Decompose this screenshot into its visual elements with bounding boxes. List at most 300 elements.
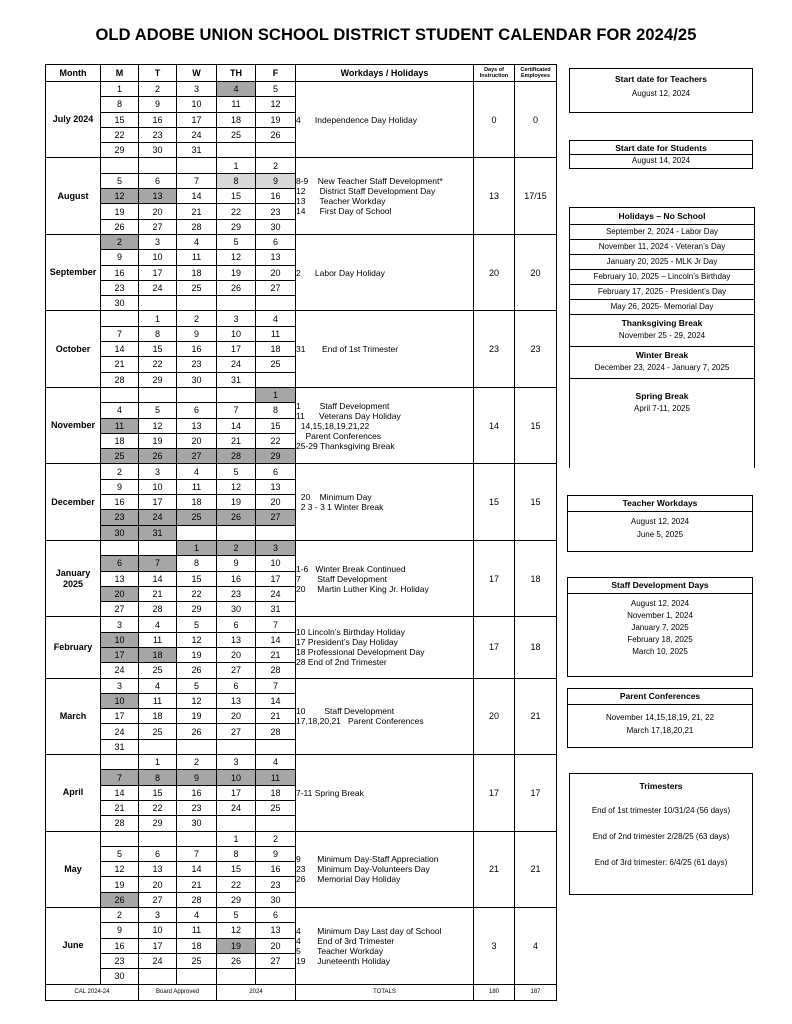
holiday-line: Parent Conferences	[296, 430, 382, 441]
list-item: November 14,15,18,19, 21, 22	[605, 713, 715, 722]
day-cell: 27	[217, 724, 256, 739]
days-of-instruction: 23	[474, 311, 515, 387]
day-cell: 15	[139, 342, 177, 357]
day-cell: 27	[256, 953, 296, 968]
day-cell: 23	[256, 204, 296, 219]
day-cell: 20	[101, 586, 139, 601]
day-cell: 21	[101, 357, 139, 372]
day-cell: 25	[177, 280, 217, 295]
day-cell: 23	[101, 510, 139, 525]
day-cell: 31	[217, 372, 256, 387]
day-cell: 4	[256, 755, 296, 770]
trimesters-box	[569, 773, 753, 895]
day-cell: 1	[256, 387, 296, 402]
holiday-line: 18 Professional Development Day	[296, 647, 425, 658]
certificated-employees: 18	[515, 617, 557, 678]
staff-development-list	[568, 594, 752, 657]
day-cell: 5	[101, 173, 139, 188]
holidays-list	[570, 225, 754, 315]
day-cell: 27	[139, 892, 177, 907]
week-row	[46, 908, 557, 923]
day-cell: 26	[177, 663, 217, 678]
day-cell: 19	[177, 709, 217, 724]
workdays-holidays-cell	[296, 464, 474, 540]
day-cell	[177, 969, 217, 984]
day-cell: 6	[217, 678, 256, 693]
footer-totals: TOTALS	[296, 984, 474, 1000]
holiday-line: 12 District Staff Development Day	[296, 186, 436, 197]
day-cell: 10	[139, 923, 177, 938]
day-cell: 9	[101, 250, 139, 265]
day-cell: 7	[177, 846, 217, 861]
month-name: September	[46, 234, 101, 310]
day-cell: 5	[177, 617, 217, 632]
day-cell	[217, 143, 256, 158]
holiday-line: 23 Minimum Day-Volunteers Day	[296, 864, 430, 875]
day-cell: 5	[139, 403, 177, 418]
day-cell	[101, 158, 139, 173]
day-cell: 17	[177, 112, 217, 127]
day-cell: 17	[139, 265, 177, 280]
day-cell: 3	[217, 311, 256, 326]
day-cell: 4	[217, 82, 256, 97]
day-cell	[101, 755, 139, 770]
day-cell: 5	[177, 678, 217, 693]
staff-development-box	[567, 577, 753, 677]
workdays-holidays-cell	[296, 540, 474, 616]
header-t: T	[139, 65, 177, 82]
day-cell: 7	[177, 173, 217, 188]
week-row	[46, 82, 557, 97]
day-cell: 15	[101, 112, 139, 127]
day-cell: 2	[101, 464, 139, 479]
list-item: May 26, 2025- Memorial Day	[570, 300, 754, 315]
day-cell: 2	[256, 831, 296, 846]
workdays-holidays-cell	[296, 678, 474, 754]
day-cell: 4	[256, 311, 296, 326]
teacher-workdays-box	[567, 495, 753, 552]
day-cell: 8	[139, 770, 177, 785]
day-cell: 16	[139, 112, 177, 127]
day-cell: 25	[139, 724, 177, 739]
day-cell: 16	[177, 342, 217, 357]
day-cell: 9	[256, 846, 296, 861]
spring-title: Spring Break	[635, 391, 689, 401]
day-cell: 11	[139, 693, 177, 708]
day-cell: 12	[217, 479, 256, 494]
day-cell: 1	[139, 311, 177, 326]
day-cell: 27	[139, 219, 177, 234]
day-cell: 27	[256, 280, 296, 295]
list-item: November 1, 2024	[627, 610, 693, 620]
day-cell	[256, 143, 296, 158]
day-cell: 24	[139, 953, 177, 968]
day-cell: 27	[217, 663, 256, 678]
day-cell: 24	[101, 663, 139, 678]
day-cell: 15	[139, 785, 177, 800]
day-cell: 19	[177, 647, 217, 662]
teacher-workdays-title: Teacher Workdays	[568, 496, 752, 512]
footer-approved: Board Approved	[139, 984, 217, 1000]
holiday-line: 1 Staff Development	[296, 400, 390, 411]
day-cell: 20	[217, 709, 256, 724]
students-start-title: Start date for Students	[570, 141, 752, 155]
day-cell: 2	[217, 540, 256, 555]
day-cell	[256, 816, 296, 831]
day-cell: 6	[256, 234, 296, 249]
day-cell: 11	[101, 418, 139, 433]
day-cell: 30	[101, 969, 139, 984]
day-cell: 4	[101, 403, 139, 418]
day-cell: 2	[139, 82, 177, 97]
day-cell: 29	[101, 143, 139, 158]
day-cell: 14	[101, 785, 139, 800]
day-cell: 28	[177, 219, 217, 234]
list-item: February 10, 2025 – Lincoln’s Birthday	[570, 270, 754, 285]
holiday-line: 5 Teacher Workday	[296, 945, 384, 956]
workdays-holidays-cell	[296, 158, 474, 234]
day-cell: 10	[217, 326, 256, 341]
day-cell: 27	[256, 510, 296, 525]
students-start-date: August 14, 2024	[631, 156, 691, 165]
holiday-line: 25-29 Thanksgiving Break	[296, 440, 395, 451]
day-cell: 18	[139, 709, 177, 724]
day-cell: 12	[217, 923, 256, 938]
page-title: OLD ADOBE UNION SCHOOL DISTRICT STUDENT CALENDAR FOR 2024/25	[95, 26, 697, 44]
day-cell: 18	[256, 342, 296, 357]
footer-year: 2024	[217, 984, 296, 1000]
day-cell: 21	[217, 433, 256, 448]
day-cell: 24	[139, 280, 177, 295]
day-cell	[217, 816, 256, 831]
day-cell: 14	[177, 862, 217, 877]
month-name: June	[46, 908, 101, 984]
day-cell: 22	[256, 433, 296, 448]
winter-title: Winter Break	[635, 350, 689, 360]
day-cell: 10	[177, 97, 217, 112]
day-cell: 24	[177, 127, 217, 142]
day-cell: 6	[217, 617, 256, 632]
list-item: March 10, 2025	[632, 646, 688, 656]
thanksgiving-title: Thanksgiving Break	[621, 318, 703, 328]
day-cell: 12	[139, 418, 177, 433]
days-of-instruction: 17	[474, 755, 515, 831]
days-of-instruction: 20	[474, 678, 515, 754]
days-of-instruction: 17	[474, 540, 515, 616]
day-cell	[101, 831, 139, 846]
day-cell: 28	[139, 602, 177, 617]
header-days: Days of Instruction	[474, 65, 515, 82]
teachers-start-date: August 12, 2024	[631, 89, 691, 98]
days-of-instruction: 13	[474, 158, 515, 234]
holiday-line: 7-11 Spring Break	[296, 787, 364, 798]
day-cell: 20	[256, 495, 296, 510]
day-cell: 17	[101, 709, 139, 724]
list-item: January 20, 2025 - MLK Jr Day	[570, 255, 754, 270]
day-cell: 17	[256, 571, 296, 586]
day-cell: 24	[217, 800, 256, 815]
day-cell: 2	[177, 311, 217, 326]
day-cell: 13	[217, 693, 256, 708]
week-row	[46, 755, 557, 770]
holiday-line: 14,15,18,19,21,22	[296, 420, 370, 431]
day-cell	[177, 296, 217, 311]
day-cell: 16	[256, 862, 296, 877]
day-cell: 26	[217, 953, 256, 968]
day-cell: 16	[256, 189, 296, 204]
holiday-line: 8-9 New Teacher Staff Development*	[296, 176, 443, 187]
day-cell: 7	[139, 556, 177, 571]
day-cell: 7	[256, 617, 296, 632]
workdays-holidays-cell	[296, 908, 474, 984]
day-cell: 13	[256, 923, 296, 938]
day-cell: 22	[217, 204, 256, 219]
day-cell: 24	[139, 510, 177, 525]
workdays-holidays-cell	[296, 831, 474, 907]
day-cell: 6	[139, 846, 177, 861]
header-workdays: Workdays / Holidays	[296, 65, 474, 82]
footer-row	[46, 984, 557, 1000]
day-cell: 1	[139, 755, 177, 770]
day-cell: 20	[256, 938, 296, 953]
certificated-employees: 18	[515, 540, 557, 616]
day-cell: 26	[177, 724, 217, 739]
holiday-line: 11 Veterans Day Holiday	[296, 410, 401, 421]
day-cell	[256, 969, 296, 984]
day-cell: 13	[256, 250, 296, 265]
parent-conferences-title: Parent Conferences	[568, 689, 752, 705]
day-cell: 3	[177, 82, 217, 97]
trimesters-title: Trimesters	[639, 781, 683, 791]
days-of-instruction: 14	[474, 387, 515, 463]
day-cell: 3	[217, 755, 256, 770]
day-cell: 7	[256, 678, 296, 693]
day-cell: 25	[256, 357, 296, 372]
spring-dates: April 7-11, 2025	[634, 404, 690, 413]
list-item: August 12, 2024	[630, 598, 690, 608]
day-cell: 21	[177, 877, 217, 892]
day-cell: 20	[217, 647, 256, 662]
holiday-line: 4 Independence Day Holiday	[296, 114, 417, 125]
day-cell: 6	[101, 556, 139, 571]
day-cell: 14	[101, 342, 139, 357]
day-cell	[139, 540, 177, 555]
thanksgiving-dates: November 25 - 29, 2024	[618, 331, 706, 340]
day-cell: 30	[139, 143, 177, 158]
month-name: December	[46, 464, 101, 540]
day-cell: 2	[101, 908, 139, 923]
day-cell: 14	[177, 189, 217, 204]
day-cell: 12	[101, 862, 139, 877]
day-cell: 19	[139, 433, 177, 448]
day-cell: 14	[256, 693, 296, 708]
day-cell: 29	[139, 816, 177, 831]
list-item: January 7, 2025	[631, 622, 689, 632]
day-cell: 21	[177, 204, 217, 219]
list-item: End of 3rd trimester: 6/4/25 (61 days)	[594, 858, 728, 867]
day-cell: 13	[177, 418, 217, 433]
day-cell: 3	[101, 678, 139, 693]
students-start-box	[569, 140, 753, 169]
day-cell: 26	[101, 892, 139, 907]
day-cell: 11	[256, 326, 296, 341]
day-cell: 21	[256, 709, 296, 724]
day-cell: 2	[256, 158, 296, 173]
day-cell: 8	[217, 846, 256, 861]
day-cell: 3	[256, 540, 296, 555]
holiday-line: 19 Juneteenth Holiday	[296, 955, 391, 966]
day-cell: 26	[217, 280, 256, 295]
day-cell	[217, 387, 256, 402]
staff-development-title: Staff Development Days	[568, 578, 752, 594]
day-cell: 25	[139, 663, 177, 678]
day-cell: 26	[139, 449, 177, 464]
day-cell: 18	[177, 495, 217, 510]
list-item: August 12, 2024	[630, 517, 690, 526]
day-cell: 25	[217, 127, 256, 142]
day-cell: 28	[101, 816, 139, 831]
day-cell	[139, 831, 177, 846]
day-cell: 18	[256, 785, 296, 800]
day-cell	[139, 296, 177, 311]
holiday-line: 31 End of 1st Trimester	[296, 344, 399, 355]
week-row	[46, 234, 557, 249]
day-cell: 10	[217, 770, 256, 785]
holidays-title: Holidays – No School	[570, 208, 754, 225]
header-cert: Certificated Employees	[515, 65, 557, 82]
day-cell: 15	[217, 862, 256, 877]
week-row	[46, 311, 557, 326]
holiday-line: 9 Minimum Day-Staff Appreciation	[296, 854, 439, 865]
day-cell: 28	[101, 372, 139, 387]
day-cell: 12	[177, 693, 217, 708]
header-month: Month	[46, 65, 101, 82]
day-cell	[101, 540, 139, 555]
day-cell	[177, 158, 217, 173]
holiday-line: 2 Labor Day Holiday	[296, 267, 385, 278]
day-cell: 11	[177, 479, 217, 494]
header-th: TH	[217, 65, 256, 82]
day-cell: 4	[177, 464, 217, 479]
day-cell: 11	[256, 770, 296, 785]
days-of-instruction: 0	[474, 82, 515, 158]
winter-dates: December 23, 2024 - January 7, 2025	[594, 363, 730, 372]
day-cell	[101, 311, 139, 326]
day-cell: 15	[217, 189, 256, 204]
week-row	[46, 678, 557, 693]
day-cell: 10	[101, 693, 139, 708]
day-cell: 11	[139, 632, 177, 647]
day-cell: 21	[139, 586, 177, 601]
day-cell: 5	[256, 82, 296, 97]
day-cell: 14	[217, 418, 256, 433]
day-cell: 25	[101, 449, 139, 464]
day-cell: 18	[177, 938, 217, 953]
day-cell: 13	[256, 479, 296, 494]
day-cell: 11	[217, 97, 256, 112]
day-cell: 1	[177, 540, 217, 555]
day-cell: 29	[217, 219, 256, 234]
day-cell: 22	[217, 877, 256, 892]
day-cell: 26	[101, 219, 139, 234]
day-cell: 19	[256, 112, 296, 127]
day-cell: 1	[217, 831, 256, 846]
teachers-start-box	[569, 68, 753, 113]
list-item: November 11, 2024 - Veteran’s Day	[570, 240, 754, 255]
day-cell: 12	[256, 97, 296, 112]
day-cell: 17	[217, 785, 256, 800]
day-cell	[256, 739, 296, 754]
day-cell: 30	[177, 816, 217, 831]
day-cell: 30	[256, 892, 296, 907]
parent-conferences-box	[567, 688, 753, 748]
workdays-holidays-cell	[296, 82, 474, 158]
certificated-employees: 23	[515, 311, 557, 387]
certificated-employees: 0	[515, 82, 557, 158]
day-cell: 10	[101, 632, 139, 647]
day-cell: 23	[101, 280, 139, 295]
day-cell: 31	[139, 525, 177, 540]
day-cell: 9	[177, 770, 217, 785]
day-cell: 23	[101, 953, 139, 968]
week-row	[46, 387, 557, 402]
day-cell	[177, 739, 217, 754]
day-cell: 17	[101, 647, 139, 662]
day-cell	[177, 831, 217, 846]
month-name: August	[46, 158, 101, 234]
day-cell	[217, 739, 256, 754]
day-cell: 14	[256, 632, 296, 647]
day-cell: 7	[217, 403, 256, 418]
day-cell: 24	[217, 357, 256, 372]
day-cell: 27	[101, 602, 139, 617]
day-cell: 8	[217, 173, 256, 188]
day-cell: 22	[139, 357, 177, 372]
teacher-workdays-list	[568, 512, 752, 541]
holiday-line: 17,18,20,21 Parent Conferences	[296, 716, 424, 727]
day-cell: 10	[256, 556, 296, 571]
month-name: November	[46, 387, 101, 463]
holiday-line: 17 President’s Day Holiday	[296, 637, 398, 648]
day-cell: 20	[139, 204, 177, 219]
parent-conferences-list	[568, 705, 752, 737]
day-cell: 13	[101, 571, 139, 586]
day-cell: 19	[101, 204, 139, 219]
day-cell: 6	[177, 403, 217, 418]
day-cell: 9	[256, 173, 296, 188]
header-w: W	[177, 65, 217, 82]
days-of-instruction: 21	[474, 831, 515, 907]
workdays-holidays-cell	[296, 234, 474, 310]
day-cell: 19	[217, 938, 256, 953]
list-item: September 2, 2024 - Labor Day	[570, 225, 754, 240]
day-cell: 26	[217, 510, 256, 525]
day-cell: 4	[139, 617, 177, 632]
day-cell: 23	[177, 357, 217, 372]
holiday-line: 2 3 - 3 1 Winter Break	[296, 502, 384, 513]
day-cell: 9	[101, 479, 139, 494]
day-cell: 19	[217, 265, 256, 280]
week-row	[46, 158, 557, 173]
day-cell: 10	[139, 479, 177, 494]
holidays-panel	[569, 207, 755, 468]
week-row	[46, 831, 557, 846]
day-cell: 23	[177, 800, 217, 815]
day-cell: 2	[101, 234, 139, 249]
month-name: October	[46, 311, 101, 387]
day-cell: 5	[217, 234, 256, 249]
day-cell: 29	[256, 449, 296, 464]
